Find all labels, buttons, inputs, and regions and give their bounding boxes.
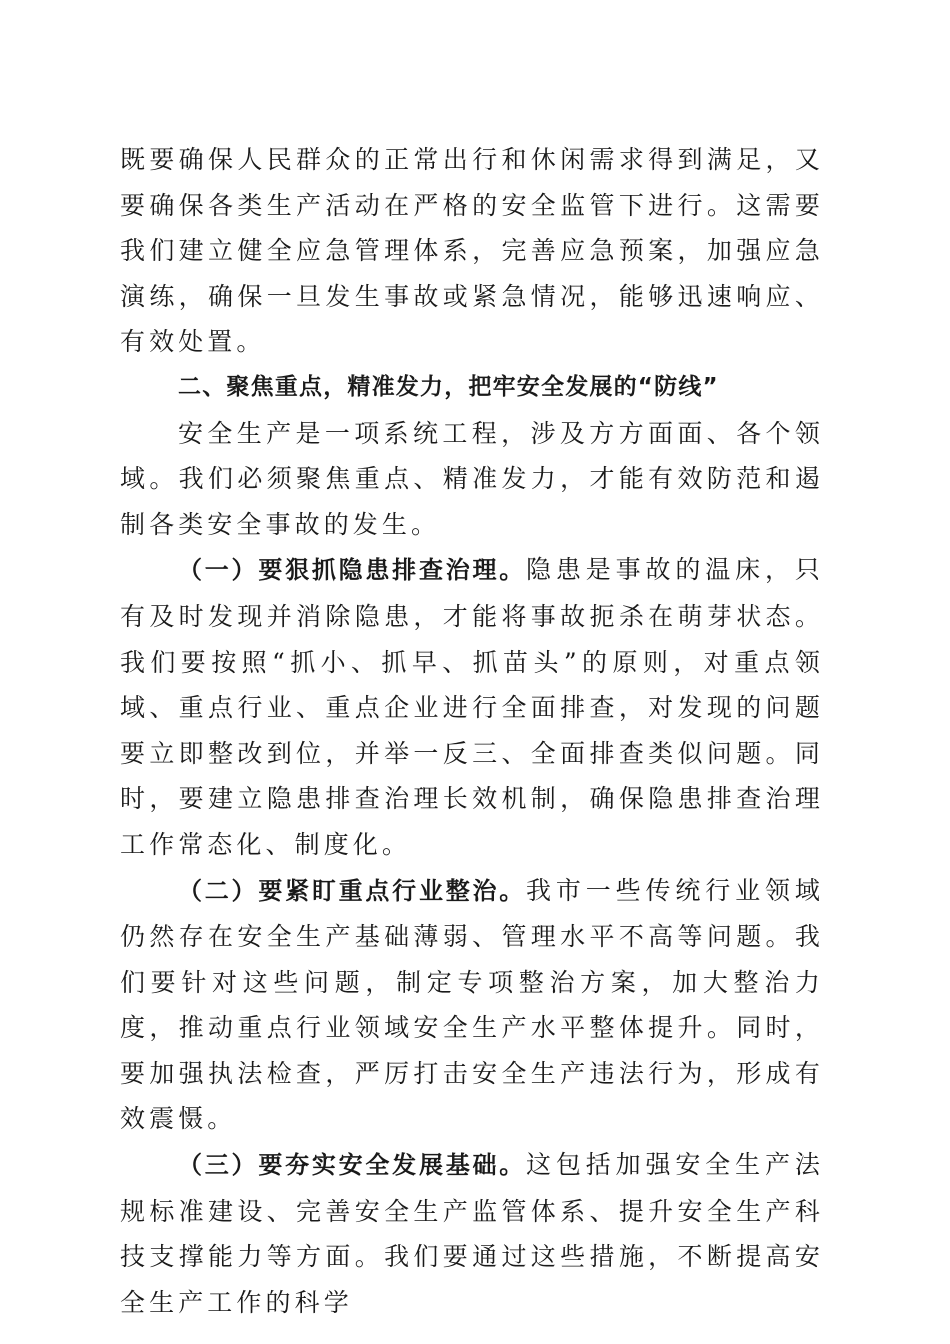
paragraph: 既要确保人民群众的正常出行和休闲需求得到满足，又要确保各类生产活动在严格的安全监管下进行。这需要我们建立健全应急管理体系，完善应急预案，加强应急演练，确保一旦发生事故或紧急情况，能够迅速响应、有效处置。 xyxy=(120,145,824,357)
list-item-1 xyxy=(120,547,824,867)
list-item-3 xyxy=(120,1142,824,1325)
list-item-2 xyxy=(120,868,824,1143)
item-lead: （二）要紧盯重点行业整治。 xyxy=(178,876,527,905)
item-lead: （一）要狠抓隐患排查治理。 xyxy=(178,556,527,585)
section-heading: 二、聚焦重点，精准发力，把牢安全发展的“防线” xyxy=(178,373,719,400)
item-body: 我市一些传统行业领域仍然存在安全生产基础薄弱、管理水平不高等问题。我们要针对这些问题，制定专项整治方案，加大整治力度，推动重点行业领域安全生产水平整体提升。同时，要加强执法检查，严厉打击安全生产违法行为，形成有效震慑。 xyxy=(120,875,824,1134)
item-body: 这包括加强安全生产法规标准建设、完善安全生产监管体系、提升安全生产科技支撑能力等方面。我们要通过这些措施，不断提高安全生产工作的科学 xyxy=(120,1150,824,1317)
paragraph: 安全生产是一项系统工程，涉及方方面面、各个领域。我们必须聚焦重点、精准发力，才能有效防范和遏制各类安全事故的发生。 xyxy=(120,418,824,539)
item-body: 隐患是事故的温床，只有及时发现并消除隐患，才能将事故扼杀在萌芽状态。我们要按照“抓小、抓早、抓苗头”的原则，对重点领域、重点行业、重点企业进行全面排查，对发现的问题要立即整改到位，并举一反三、全面排查类似问题。同时，要建立隐患排查治理长效机制，确保隐患排查治理工作常态化、制度化。 xyxy=(120,555,824,859)
item-lead: （三）要夯实安全发展基础。 xyxy=(178,1151,527,1180)
document-body xyxy=(120,137,824,1325)
